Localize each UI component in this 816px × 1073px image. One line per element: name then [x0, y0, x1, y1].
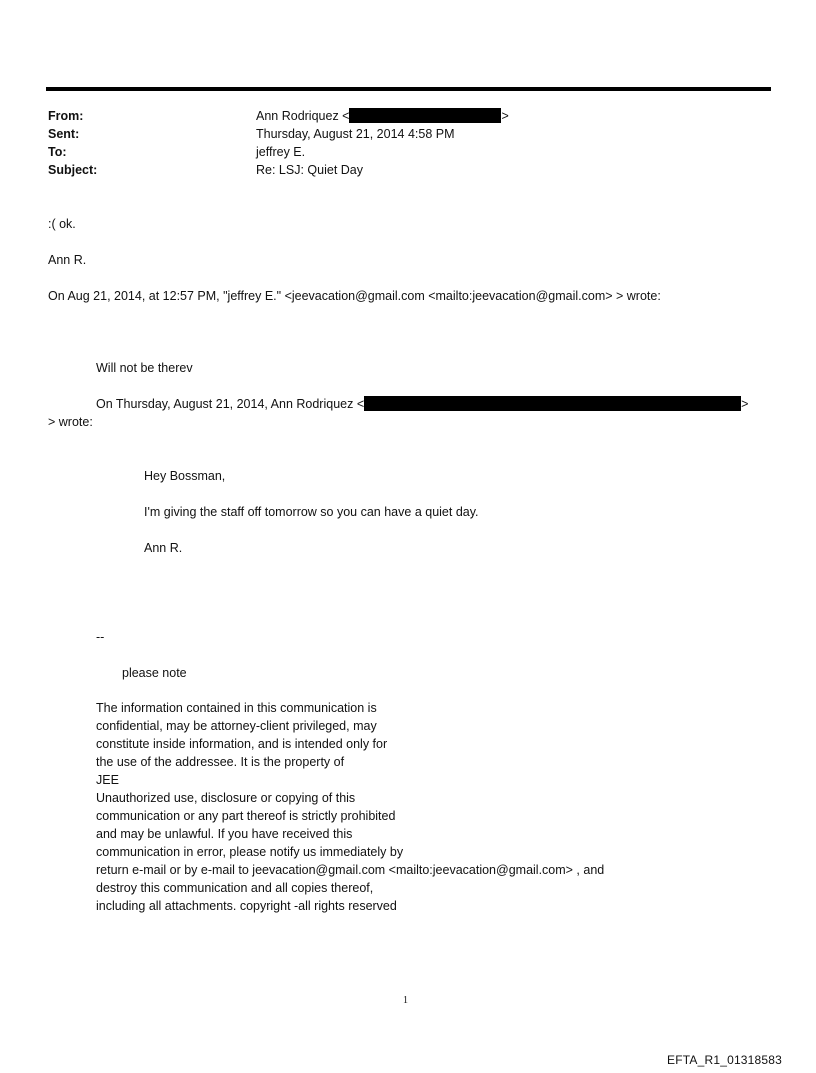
disclaimer-line: communication or any part thereof is strictly prohibited: [96, 809, 396, 823]
from-value: [256, 107, 509, 125]
to-label: To:: [48, 145, 67, 159]
disclaimer-line: destroy this communication and all copies thereof,: [96, 881, 374, 895]
disclaimer-line: return e-mail or by e-mail to jeevacation@gmail.com <mailto:jeevacation@gmail.com> , and: [96, 863, 605, 877]
disclaimer-line: the use of the addressee. It is the property of: [96, 755, 345, 769]
page-number: 1: [403, 995, 408, 1006]
disclaimer: [96, 699, 604, 915]
document-id: EFTA_R1_01318583: [667, 1053, 783, 1067]
subject-label: Subject:: [48, 163, 98, 177]
from-bracket: >: [501, 109, 509, 123]
disclaimer-line: The information contained in this communication is: [96, 701, 377, 715]
quote-header-2-wrote: > wrote:: [48, 415, 93, 429]
quote-header-2-start: On Thursday, August 21, 2014, Ann Rodriquez <: [96, 397, 365, 411]
subject-value: Re: LSJ: Quiet Day: [256, 163, 363, 177]
greeting: Hey Bossman,: [144, 469, 226, 483]
reply-jeffrey: Will not be therev: [96, 361, 193, 375]
disclaimer-line: JEE: [96, 773, 119, 787]
redaction-block: [364, 396, 741, 411]
quote-header-2-bracket: >: [741, 397, 749, 411]
disclaimer-line: and may be unlawful. If you have received this: [96, 827, 353, 841]
message-text: I'm giving the staff off tomorrow so you can have a quiet day.: [144, 505, 479, 519]
body-line-reply: :( ok.: [48, 217, 76, 231]
signature-ann-2: Ann R.: [144, 541, 183, 555]
disclaimer-line: Unauthorized use, disclosure or copying of this: [96, 791, 356, 805]
header-rule: [46, 87, 771, 91]
signature-ann-1: Ann R.: [48, 253, 87, 267]
quote-header-1: On Aug 21, 2014, at 12:57 PM, "jeffrey E." <jeevacation@gmail.com <mailto:jeevacation@gmail.com> > wrote:: [48, 289, 661, 303]
quote-header-2: [96, 395, 748, 413]
redaction-block: [349, 108, 501, 123]
disclaimer-line: including all attachments. copyright -all rights reserved: [96, 899, 397, 913]
separator: --: [96, 630, 105, 644]
from-name: Ann Rodriquez <: [256, 109, 350, 123]
to-value: jeffrey E.: [256, 145, 306, 159]
disclaimer-line: constitute inside information, and is intended only for: [96, 737, 388, 751]
disclaimer-line: communication in error, please notify us immediately by: [96, 845, 404, 859]
from-label: From:: [48, 109, 84, 123]
sent-label: Sent:: [48, 127, 80, 141]
sent-value: Thursday, August 21, 2014 4:58 PM: [256, 127, 455, 141]
disclaimer-line: confidential, may be attorney-client privileged, may: [96, 719, 377, 733]
please-note: please note: [122, 666, 187, 680]
